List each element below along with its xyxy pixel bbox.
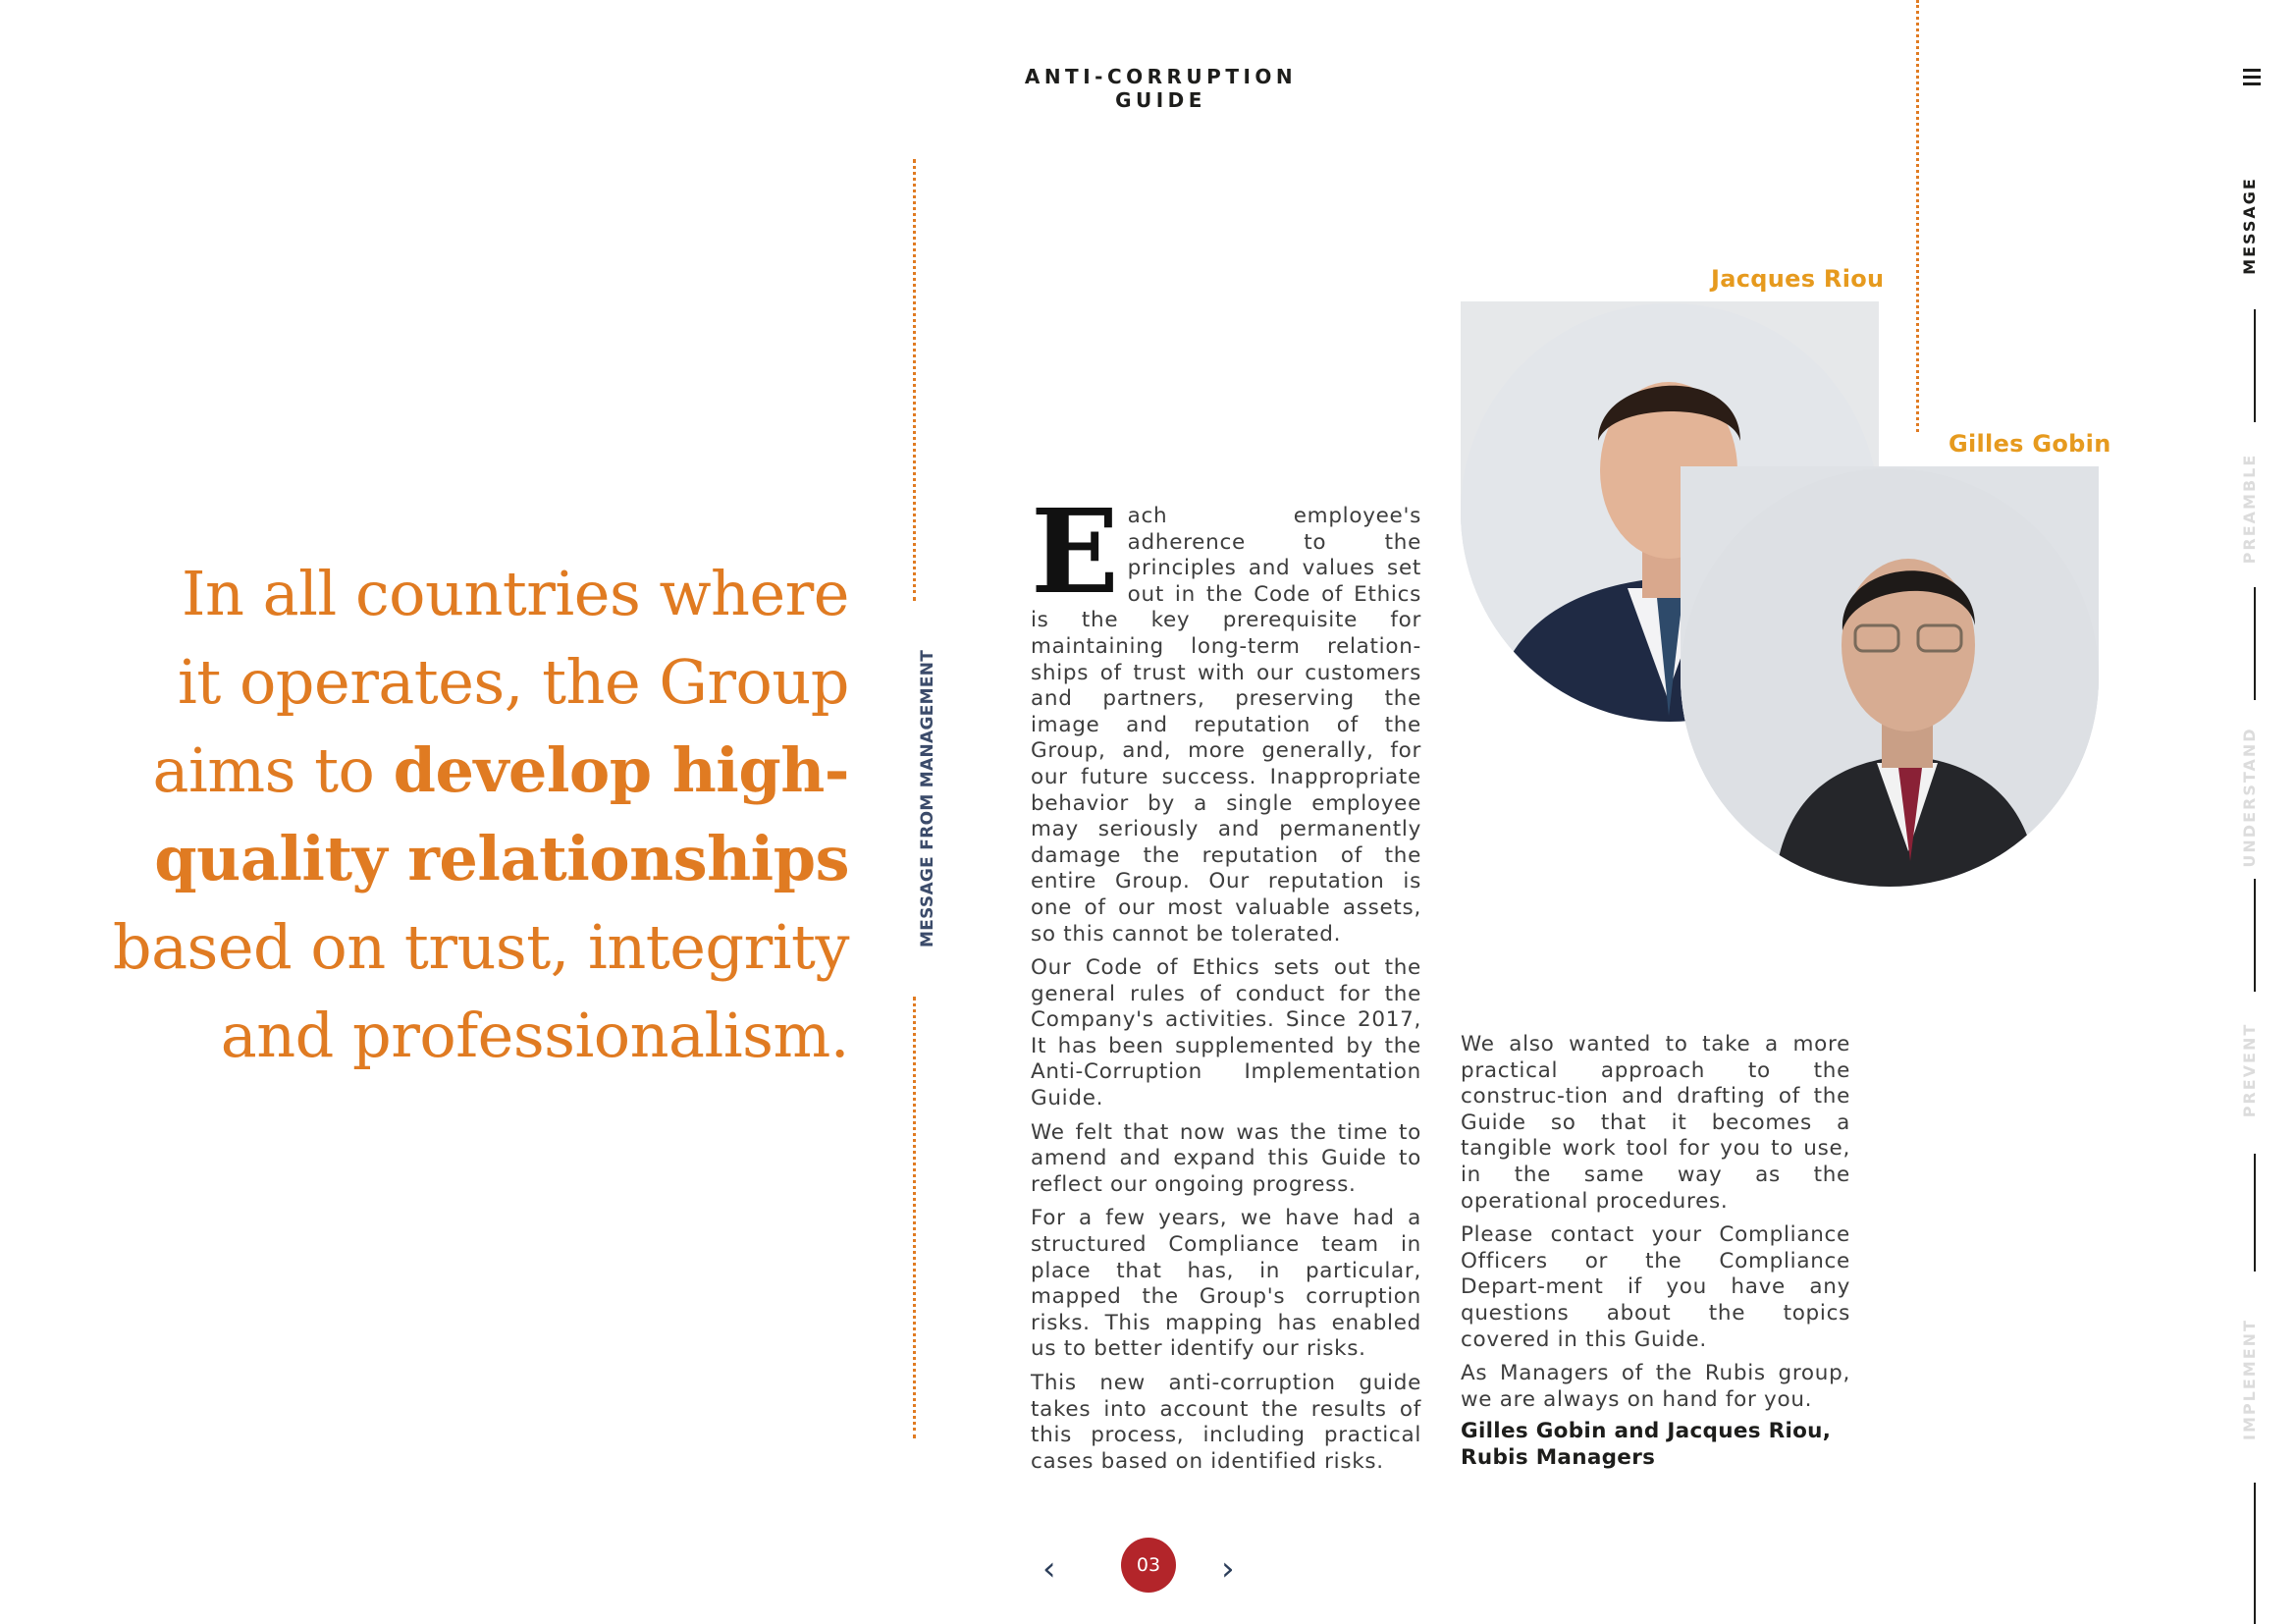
side-nav-preamble[interactable]: PREAMBLE bbox=[2240, 453, 2259, 565]
body-paragraph: As Managers of the Rubis group, we are always on hand for you. bbox=[1461, 1361, 1850, 1412]
quote-line: aims to bbox=[152, 734, 394, 806]
quote-emphasis: develop high- bbox=[393, 734, 849, 806]
pull-quote bbox=[79, 550, 849, 1080]
side-nav-prevent[interactable]: PREVENT bbox=[2240, 1022, 2259, 1118]
divider-dots-top bbox=[913, 159, 916, 601]
quote-line: it operates, the Group bbox=[178, 646, 849, 718]
body-paragraph: This new anti-corruption guide takes into account the results of this process, including practical cases based on identified risks. bbox=[1031, 1371, 1421, 1474]
quote-line: based on trust, integrity bbox=[112, 911, 849, 983]
portrait-gobin-icon bbox=[1681, 468, 2099, 887]
page-number-badge: 03 bbox=[1121, 1538, 1176, 1593]
body-paragraph: For a few years, we have had a structured Compliance team in place that has, in particular, mapped the Group's corruption risks. This mapping has enabled us to better identify our risks. bbox=[1031, 1206, 1421, 1362]
divider-dots-portrait bbox=[1916, 0, 1919, 432]
body-paragraph: Please contact your Compliance Officers or the Compliance Depart-ment if you have any questions about the topics covered in this Guide. bbox=[1461, 1222, 1850, 1352]
side-nav-divider bbox=[2254, 1483, 2256, 1624]
side-nav-divider bbox=[2254, 587, 2256, 700]
signature-title: Rubis Managers bbox=[1461, 1444, 1656, 1470]
signature bbox=[1461, 1419, 1850, 1471]
quote-line: and professionalism. bbox=[220, 1000, 849, 1071]
signature-names: Gilles Gobin and Jacques Riou, bbox=[1461, 1419, 1832, 1444]
body-paragraph: We felt that now was the time to amend and expand this Guide to reflect our ongoing progress. bbox=[1031, 1119, 1421, 1197]
body-paragraph: Each employee's adherence to the principles and values set out in the Code of Ethics is the key prerequisite for maintaining long-term relation-ships of trust with our customers and partners, preserving the image and reputation of the Group, and, more generally, for our future success. Inappropriate behavior by a single employee may seriously and permanently damage the reputation of the entire Group. Our reputation is one of our most valuable assets, so this cannot be tolerated. bbox=[1031, 483, 1421, 947]
drop-cap: E bbox=[1031, 483, 1120, 620]
portrait-name-riou: Jacques Riou bbox=[1711, 265, 1885, 293]
body-column-right bbox=[1461, 1032, 1850, 1472]
side-nav-implement[interactable]: IMPLEMENT bbox=[2240, 1319, 2259, 1440]
document-title: ANTI-CORRUPTION GUIDE bbox=[1024, 65, 1298, 112]
quote-emphasis: quality relationships bbox=[154, 823, 849, 894]
menu-icon[interactable] bbox=[2243, 69, 2261, 88]
portrait-name-gobin: Gilles Gobin bbox=[1949, 430, 2111, 458]
previous-page-button[interactable]: ‹ bbox=[1042, 1549, 1056, 1589]
section-heading: MESSAGE FROM MANAGEMENT bbox=[918, 649, 937, 947]
side-nav-divider bbox=[2254, 309, 2256, 422]
body-paragraph: Our Code of Ethics sets out the general rules of conduct for the Company's activities. Since 2017, It has been supplemented by the Anti-Corruption Implementation Guide. bbox=[1031, 955, 1421, 1111]
side-nav-message[interactable]: MESSAGE bbox=[2240, 177, 2259, 275]
body-column-left bbox=[1031, 483, 1421, 1483]
divider-dots-bottom bbox=[913, 997, 916, 1438]
portrait-photo-gobin bbox=[1681, 468, 2099, 887]
next-page-button[interactable]: › bbox=[1221, 1549, 1235, 1589]
side-nav-understand[interactable]: UNDERSTAND bbox=[2240, 727, 2259, 868]
side-nav-divider bbox=[2254, 1154, 2256, 1272]
quote-line: In all countries where bbox=[182, 558, 849, 629]
body-paragraph: We also wanted to take a more practical approach to the construc-tion and drafting of the Guide so that it becomes a tangible work tool for you to use, in the same way as the operational procedures. bbox=[1461, 1032, 1850, 1214]
